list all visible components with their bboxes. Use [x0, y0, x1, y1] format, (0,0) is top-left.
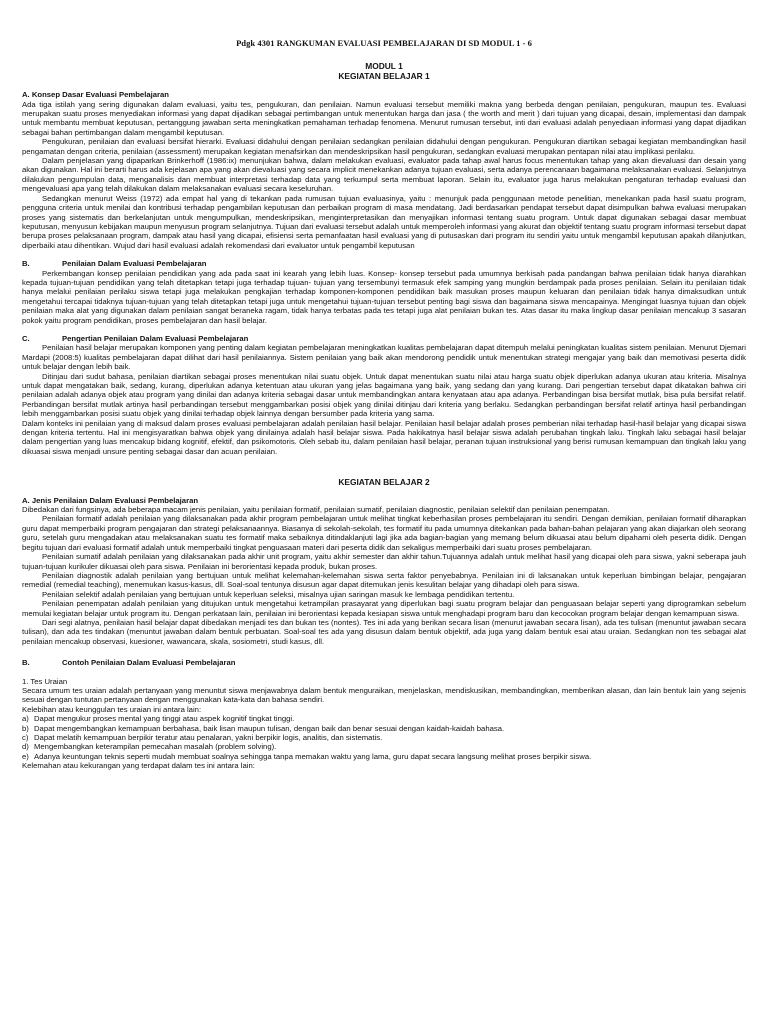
list-item [22, 752, 746, 761]
paragraph: Pengukuran, penilaian dan evaluasi bersifat hierarki. Evaluasi didahului dengan penilaian sedangkan penilaian didahului dengan pengukuran. Pengukuran diartikan sebagai kegiatan membandingkan hasil pengamatan dengan criteria, penilaian (assessment) merupakan kegiatan menafsirkan dan mendeskripsikan hasil pengukuran, sedangkan evaluasi merupakan pentapan nilai atau implikasi perilaku. [22, 137, 746, 156]
paragraph: Kelebihan atau keunggulan tes uraian ini antara lain: [22, 704, 202, 714]
paragraph: Dalam konteks ini penilaian yang di maksud dalam proses evaluasi pembelajaran adalah penilaian hasil belajar. Penilaian hasil belajar adalah proses pemberian nilai terhadap hasil-hasil belajar yang dicapai siswa dengan kriteria tertentu. Hal ini mengisyaratkan bahwa objek yang dinilainya adalah hasil belajar siswa. Pada hakikatnya hasil belajar siswa adalah perubahan tingkah laku. Tingkah laku sebagai hasil belajar dalam pengertian yang luas mencakup bidang kognitif, efektif, dan psikomotoris. Oleh sebab itu, dalam penilaian hasil belajar, peranan tujuan instruksional yang berisi rumusan kemampuan dan tingkah laku yang dikuasai siswa menjadi unsure penting sebagai dasar dan acuan penilaian. [22, 418, 746, 456]
kb1-section-c-heading [22, 334, 746, 343]
section-number: B. [22, 259, 30, 269]
list-marker: c) [22, 733, 29, 742]
list-item-text: Dapat melatih kemampuan berpikir teratur atau penalaran, yakni berpikir logis, analitis, dan sistematis. [34, 733, 383, 742]
paragraph: Penilaian diagnostik adalah penilaian yang bertujuan untuk melihat kelemahan-kelemahan siswa serta faktor penyebabnya. Penilaian ini di laksanakan untuk keperluan bimbingan belajar, pengajaran remedial (remedial teaching), menemukan kasus-kasus, dll. Soal-soal tentunya disusun agar dapat ditemukan jenis kesulitan belajar yang dihadapi oleh para siswa. [22, 570, 746, 590]
document-header: Pdgk 4301 RANGKUMAN EVALUASI PEMBELAJARAN DI SD MODUL 1 - 6 [236, 38, 532, 48]
list-item-text: Dapat mengembangkan kemampuan berbahasa, baik lisan maupun tulisan, dengan baik dan benar sesuai dengan kaidah-kaidah bahasa. [34, 723, 505, 733]
paragraph: Ada tiga istilah yang sering digunakan dalam evaluasi, yaitu tes, pengukuran, dan penilaian. Namun evaluasi tersebut memiliki makna yang berbeda dengan penilaian, pengukuran, maupun tes. Evaluasi merupakan suatu proses menyediakan informasi yang dapat dijadikan sebagai pertimbangan untuk menentukan harga dan jasa ( the worth and merit ) dari tujuan yang dicapai, desain, implementasi dan dampak untuk membantu membuat keputusan, pertanggung jawaban serta meningkatkan pemahaman terhadap fenomena. Menurut rumusan tersebut, inti dari evaluasi adalah penyediaan informasi yang dapat dijadikan sebagai bahan pertimbangan dalam mengambil keputusan. [22, 99, 746, 137]
paragraph: Penilaian selektif adalah penilaian yang bertujuan untuk keperluan seleksi, misalnya ujian saringan masuk ke lembaga pendidikan tertentu. [42, 589, 515, 599]
paragraph: Penilaian formatif adalah penilaian yang dilaksanakan pada akhir program pembelajaran untuk melihat tingkat keberhasilan proses pembelajaran itu sendiri. Dengan demikian, penilaian formatif diharapkan guru dapat memperbaiki program pengajaran dan strategi pelaksanaannya. Biasanya di sekolah-sekolah, tes formatif itu pada umumnya ditekankan pada bahan-bahan pelajaran yang akan diajarkan oleh seorang guru, setelah guru mengadakan atau melaksanakan suatu tes formatif maka sebaiknya ditindaklanjuti lagi jika ada bagian-bagian yang memang belum dikuasai atau belum dipahami oleh peserta didik. Dengan begitu tujuan dari evaluasi formatif adalah untuk memperbaiki tingkat penguasaan materi dari peserta didik dan sekaligus memperbaiki dari suatu proses pembelajaran. [22, 514, 746, 552]
paragraph: Penilaian sumatif adalah penilaian yang dilaksanakan pada akhir unit program, yaitu akhir semester dan akhir tahun.Tujuannya adalah untuk melihat hasil yang dicapai oleh para siswa, yakni seberapa jauh tujuan-tujuan kurikuler dikuasai oleh para siswa. Penilaian ini berorientasi kepada produk, bukan proses. [22, 552, 746, 571]
section-number: C. [22, 333, 30, 343]
paragraph: Penilaian hasil belajar merupakan komponen yang penting dalam kegiatan pembelajaran meningkatkan kualitas pembelajaran dapat ditempuh melalui peningkatan kualitas sistem penilaian. Menurut Djemari Mardapi (2008:5) kualitas pembelajaran dapat dilihat dari hasil penilaiannya. Sistem penilaian yang baik akan mendorong pendidik untuk menentukan strategi mengajar yang baik dan memotivasi peserta didik untuk belajar dengan lebih baik. [22, 343, 746, 372]
list-item [22, 714, 746, 723]
kb2-section-b-heading [22, 658, 746, 667]
paragraph: Dari segi alatnya, penilaian hasil belajar dapat dibedakan menjadi tes dan bukan tes (nontes). Tes ini ada yang berikan secara lisan (menurut jawaban secara lisan), ada tes tulisan (menuntut jawaban secara tulisan), dan ada tes tindakan (menuntut jawaban dalam bentuk perbuatan. Soal-soal tes ada yang disusun dalam bentuk objektif, ada juga yang dalam bentuk esai atau uraian. Sedangkan non tes sebagai alat penilaian mencakup observasi, kuesioner, wawancara, skala, sosiometri, studi kasus, dll. [22, 617, 746, 646]
paragraph: Perkembangan konsep penilaian pendidikan yang ada pada saat ini kearah yang lebih luas. Konsep- konsep tersebut pada umumnya berkisah pada pandangan bahwa penilaian tidak hanya diarahkan kepada tujuan-tujuan pendidikan yang telah ditetapkan tetapi juga terhadap tujuan- tujuan yang tersembunyi termasuk efek samping yang mungkin berdampak pada proses penilaian. Selain itu penilaian tidak hanya melalui penilaian perilaku siswa tetapi juga melakukan pengkajian terhadap komponen-komponen pendidikan baik masukan proses maupun keluaran dan penilaian tidak hanya dimaksudkan untuk mengetahui tercapai tidaknya tujuan-tujuan yang telah ditetapkan tetapi juga untuk mengetahui tujuan-tujuan tersebut penting bagi siswa dan bagaimana siswa mencapainya. Mengingat luasnya tujuan dan objek penilaian maka alat yang digunakan dalam penilaian sangat beraneka ragam, tidak hanya terbatas pada tes tetapi juga alat penilaian bukan tes. Atas dasar itu maka lingkup dasar penilaian mencakup 3 sasaran pokok yaitu program pendidikan, proses pembelajaran dan hasil belajar. [22, 268, 746, 325]
list-marker: d) [22, 742, 29, 752]
list-item [22, 724, 746, 733]
list-item [22, 733, 746, 742]
paragraph: Dibedakan dari fungsinya, ada beberapa macam jenis penilaian, yaitu penilaian formatif, penilaian sumatif, penilaian diagnostic, penilaian selektif dan penilaian penempatan. [22, 505, 610, 515]
paragraph: Dalam penjelasan yang dipaparkan Brinkerhoff (1986:ix) menunjukan bahwa, dalam melakukan evaluasi, evaluator pada tahap awal harus focus menentukan tahap yang akan dievaluasi dan desain yang akan digunakan. Hal ini berarti harus ada kejelasan apa yang akan dievaluasi yang secara implicit menekankan adanya tujuan evaluasi, serta adanya perencanaan bagaimana melaksanakan evaluasi. Selanjutnya dilakukan pengumpulan data, menganalisis dan membuat interpretasi terhadap data yang terkumpul serta membuat laporan. Selain itu, evaluator juga harus melakukan pengaturan terhadap evaluasi dan mengevaluasi apa yang telah dilakukan dalam melaksanakan evaluasi secara keseluruhan. [22, 156, 746, 194]
kb2-section-a-heading: A. Jenis Penilaian Dalam Evaluasi Pembelajaran [22, 495, 199, 505]
list-marker: a) [22, 714, 29, 724]
list-marker: e) [22, 751, 29, 761]
section-number: B. [22, 658, 30, 668]
paragraph: Ditinjau dari sudut bahasa, penilaian diartikan sebagai proses menentukan nilai suatu objek. Untuk dapat menentukan suatu nilai atau harga suatu objek diperlukan adanya ukuran atau kriteria. Misalnya untuk dapat mengatakan baik, sedang, kurang, diperlukan adanya ketentuan atau ukuran yang jelas bagaimana yang baik, yang sedang dan yang kurang. Dari pengertian tersebut dapat dikatakan bahwa ciri penilaian adalah adanya objek atau program yang dinilai dan adanya kriteria sebagai dasar untuk membandingkan antara kenyataan atau apa adanya. Perbandingan bisa bersifat mutlak, bisa pula bersifat relatif. Perbandingan bersifat mutlak artinya hasil perbandingan tersebut menggambarkan posisi objek yang dinilai ditinjau dari kriteria yang berlaku. Sedangkan perbandingan bersifat relatif artinya hasil perbandingan lebih menggambarkan posisi suatu objek yang dinilai terhadap objek lainnya dengan bersumber pada kriteria yang sama. [22, 371, 746, 419]
list-item [22, 742, 746, 751]
paragraph: Sedangkan menurut Weiss (1972) ada empat hal yang di tekankan pada rumusan tujuan evaluasinya, yaitu : menunjuk pada penggunaan metode penelitian, menekankan pada hasil suatu program, pengguna criteria untuk menilai dan kontribusi terhadap pengambilan keputusan dan perbaikan program di masa mendatang. Jadi berdasarkan pendapat tersebut dapat disimpulkan bahwa evaluasi merupakan proses yang sistematis dan berkelanjutan untuk mengumpulkan, mendeskripsikan, menginterpretasikan dan menyajikan informasi tentang suatu program. Untuk dapat digunakan sebagai dasar membuat keputusan, menyusun kebijakan maupun menyusun program selanjutnya. Tujuan dari evaluasi tersebut adalah untuk memperoleh informasi yang akurat dan objektif tentang suatu program informasi tersebut dapat berupa proses pelaksanaan program, dampak atau hasil yang dicapai, efisiensi serta pemanfaatan hasil evaluasi yang di putusaskan dari program itu sendiri yaitu untuk mengambil keputusan apakah dilanjutkan, diperbaiki atau dihentikan. Wujud dari hasil evaluasi adalah rekomendasi dari evaluator untuk pengambil keputusan [22, 193, 746, 250]
list-item-text: Mengembangkan keterampilan pemecahan masalah (problem solving). [34, 742, 277, 752]
module-title: MODUL 1 [365, 61, 403, 72]
paragraph: Secara umum tes uraian adalah pertanyaan yang menuntut siswa menjawabnya dalam bentuk menguraikan, menjelaskan, mendiskusikan, membandingkan, memberikan alasan, dan lain bentuk lain yang sejenis sesuai dengan tuntutan pertanyaan dengan menggunakan kata-kata dan bahasa sendiri. [22, 685, 746, 705]
kb1-section-a-heading: A. Konsep Dasar Evaluasi Pembelajaran [22, 90, 169, 100]
document-page [22, 12, 746, 771]
section-title: Pengertian Penilaian Dalam Evaluasi Pembelajaran [62, 333, 249, 343]
paragraph: Penilaian penempatan adalah penilaian yang ditujukan untuk mengetahui ketrampilan prasayarat yang diperlukan bagi suatu program belajar dan penguasaan belajar seperti yang diprogramkan sebelum memulai kegiatan belajar untuk program itu. Dengan perkataan lain, penilaian ini berorientasi kepada kesiapan siswa untuk menghadapi program baru dan kecocokan program belajar dengan kemampuan siswa. [22, 599, 746, 618]
list-marker: b) [22, 723, 29, 733]
paragraph: Kelemahan atau kekurangan yang terdapat dalam tes ini antara lain: [22, 761, 255, 771]
list-item-text: Adanya keuntungan teknis seperti mudah membuat soalnya sehingga tanpa memakan waktu yang lama, guru dapat secara langsung melihat proses berpikir siswa. [34, 751, 592, 761]
kb1-title: KEGIATAN BELAJAR 1 [338, 70, 430, 81]
kb2-title: KEGIATAN BELAJAR 2 [338, 477, 430, 488]
section-title: Penilaian Dalam Evaluasi Pembelajaran [62, 259, 207, 269]
tes-uraian-heading: 1. Tes Uraian [22, 676, 68, 686]
section-title: Contoh Penilaian Dalam Evaluasi Pembelajaran [62, 658, 236, 668]
kb1-section-b-heading [22, 259, 746, 268]
list-item-text: Dapat mengukur proses mental yang tinggi atau aspek kognitif tingkat tinggi. [34, 714, 295, 724]
